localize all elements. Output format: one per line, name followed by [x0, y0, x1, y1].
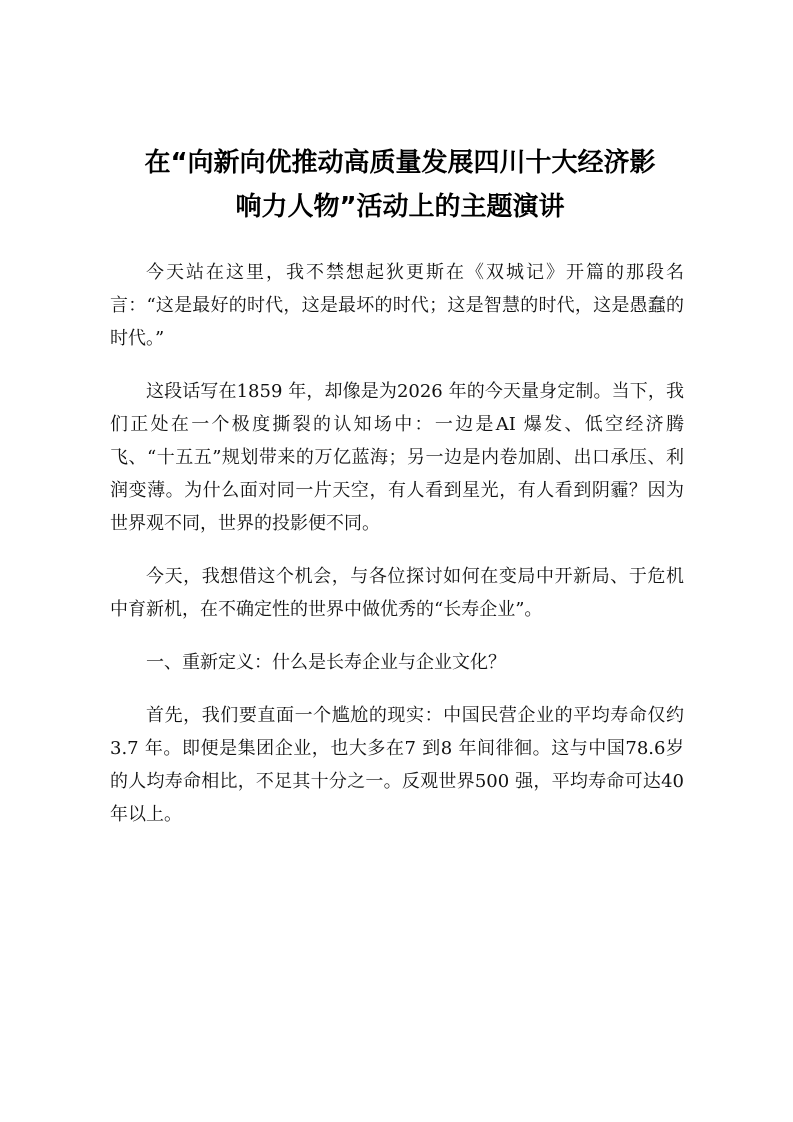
title-line-2: 响力人物”活动上的主题演讲: [235, 192, 565, 222]
document-title: [100, 141, 700, 229]
section-heading: 一、重新定义：什么是长寿企业与企业文化？: [146, 652, 506, 673]
paragraph-section-1: 首先，我们要直面一个尴尬的现实：中国民营企业的平均寿命仅约3.7 年。即便是集团企业，也大多在7 到8 年间徘徊。这与中国78.6岁的人均寿命相比，不足其十分之一。反观世界500 强，平均寿命可达40 年以上。: [110, 705, 684, 825]
paragraph-purpose: 今天，我想借这个机会，与各位探讨如何在变局中开新局、于危机中育新机，在不确定性的世界中做优秀的“长寿企业”。: [110, 566, 684, 620]
document-body: [110, 256, 684, 851]
title-line-1: 在“向新向优推动高质量发展四川十大经济影: [144, 148, 656, 178]
paragraph-context: 这段话写在1859 年，却像是为2026 年的今天量身定制。当下，我们正处在一个极度撕裂的认知场中：一边是AI 爆发、低空经济腾飞、“十五五”规划带来的万亿蓝海；另一边是内卷加剧、出口承压、利润变薄。为什么面对同一片天空，有人看到星光，有人看到阴霾？因为世界观不同，世界的投影便不同。: [110, 381, 684, 534]
paragraph-opening: 今天站在这里，我不禁想起狄更斯在《双城记》开篇的那段名言：“这是最好的时代，这是最坏的时代；这是智慧的时代，这是愚蠢的时代。”: [110, 262, 684, 349]
